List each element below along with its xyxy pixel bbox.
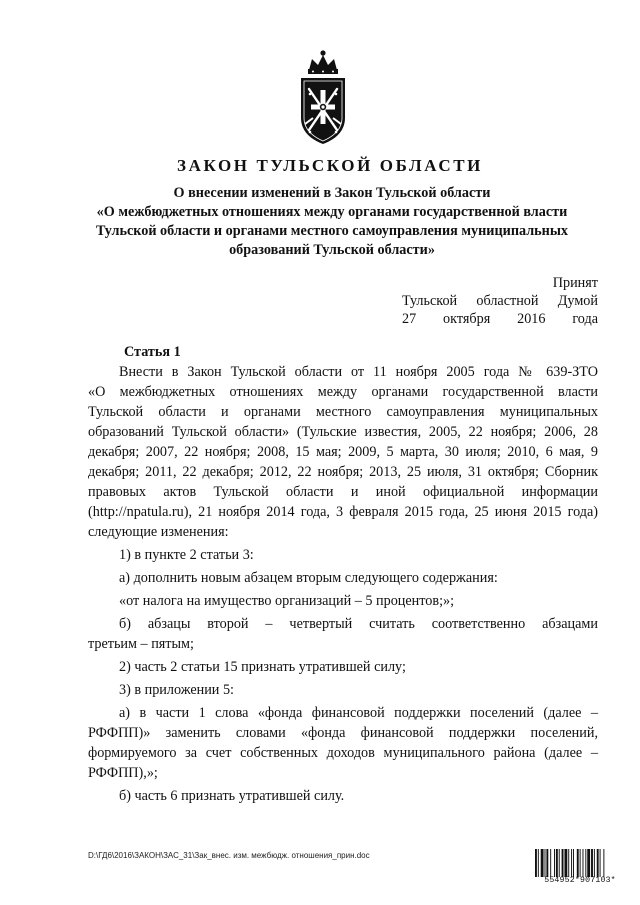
adoption-date-line — [402, 310, 598, 328]
subject-line: Тульской области и органами местного самоуправления муниципальных — [95, 223, 569, 239]
footer-file-path: D:\ГД6\2016\ЗАКОН\ЗАС_31\Зак_внес. изм. межбюдж. отношения_прин.doc — [88, 851, 370, 860]
body-line: (http://npatula.ru), 21 ноября 2014 года, 3 февраля 2015 года, 25 июня 2015 года) — [88, 504, 598, 520]
list-item-3: 3) в приложении 5: — [119, 682, 234, 698]
adopted-body-word: областной — [476, 293, 539, 309]
adopted-month: октября — [443, 311, 491, 327]
body-line: правовых актов Тульской области и иной официальной информации — [88, 484, 598, 500]
barcode-number: 554952*907103* — [544, 876, 616, 885]
list-item-1: 1) в пункте 2 статьи 3: — [119, 547, 254, 563]
body-line: декабря; 2007, 22 ноября; 2008, 15 мая; 2009, 5 марта, 30 июля; 2010, 6 мая, 9 — [88, 444, 598, 460]
subject-line: образований Тульской области» — [229, 242, 435, 258]
body-line: следующие изменения: — [88, 524, 229, 540]
law-title: ЗАКОН ТУЛЬСКОЙ ОБЛАСТИ — [177, 156, 483, 175]
list-item-1a: а) дополнить новым абзацем вторым следующего содержания: — [119, 570, 498, 586]
list-item-3a-cont: РФФПП),»; — [88, 765, 158, 781]
list-item-1a-quote: «от налога на имущество организаций – 5 процентов;»; — [119, 593, 455, 609]
adopted-body-word: Тульской — [402, 293, 458, 309]
adoption-line — [402, 292, 598, 310]
list-item-3a-cont: формируемого за счет собственных доходов муниципального района (далее – — [88, 745, 598, 761]
adopted-word: Принят — [552, 275, 598, 291]
adopted-year-word: года — [572, 311, 598, 327]
body-line: «О межбюджетных отношениях между органами государственной власти — [88, 384, 598, 400]
list-item-1b-cont: третьим – пятым; — [88, 636, 194, 652]
body-line: Внести в Закон Тульской области от 11 ноября 2005 года № 639-ЗТО — [119, 364, 598, 380]
body-line: декабря; 2011, 22 декабря; 2012, 22 ноября; 2013, 25 июля, 31 октября; Сборник — [88, 464, 598, 480]
subject-line: «О межбюджетных отношениях между органами государственной власти — [96, 204, 568, 220]
coat-of-arms-icon — [296, 48, 350, 146]
law-subject — [82, 184, 582, 260]
barcode-bars-icon — [535, 849, 625, 877]
body-line: образований Тульской области» (Тульские известия, 2005, 22 ноября; 2006, 28 — [88, 424, 598, 440]
adopted-body-word: Думой — [557, 293, 598, 309]
article-body — [88, 362, 598, 806]
list-item-3a: а) в части 1 слова «фонда финансовой поддержки поселений (далее – — [119, 705, 598, 721]
subject-line: О внесении изменений в Закон Тульской области — [173, 185, 491, 201]
list-item-3a-cont: РФФПП)» заменить словами «фонда финансовой поддержки поселений, — [88, 725, 598, 741]
list-item-2: 2) часть 2 статьи 15 признать утратившей силу; — [119, 659, 406, 675]
article-heading: Статья 1 — [124, 344, 181, 360]
body-line: Тульской области и органами местного самоуправления муниципальных — [88, 404, 598, 420]
adoption-line — [402, 274, 598, 292]
adopted-day: 27 — [402, 311, 417, 327]
list-item-3b: б) часть 6 признать утратившей силу. — [119, 788, 345, 804]
adopted-year: 2016 — [517, 311, 546, 327]
list-item-1b: б) абзацы второй – четвертый считать соответственно абзацами — [119, 616, 598, 632]
barcode — [535, 849, 625, 887]
adoption-block — [402, 274, 598, 328]
